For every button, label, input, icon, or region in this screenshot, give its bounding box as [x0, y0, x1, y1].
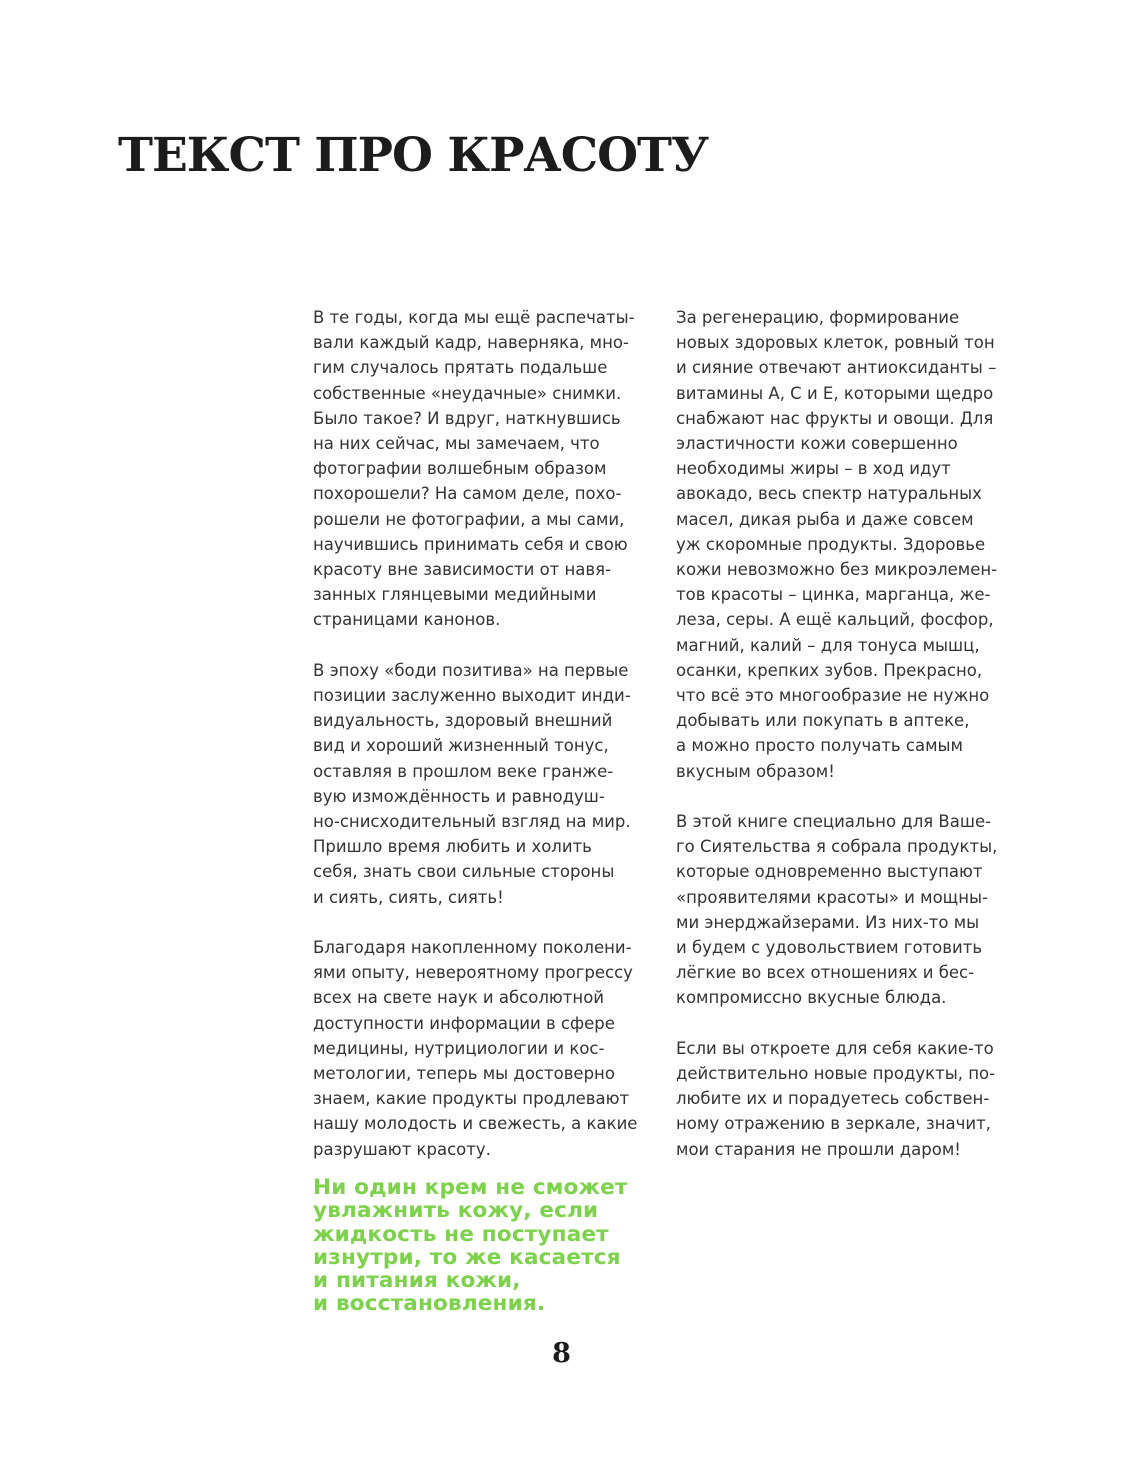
text-line: метологии, теперь мы достоверно: [313, 1064, 615, 1084]
text-line: ями опыту, невероятному прогрессу: [313, 963, 633, 983]
text-line: «проявителями красоты» и мощны-: [676, 887, 988, 907]
text-line: любите их и порадуетесь собствен-: [676, 1089, 990, 1109]
text-line: За регенерацию, формирование: [676, 308, 960, 327]
paragraph-science: [313, 935, 658, 1162]
text-line: В этой книге специально для Ваше-: [676, 812, 992, 832]
right-text-column: [676, 305, 1016, 1187]
text-line: Благодаря накопленному поколени-: [313, 938, 632, 958]
text-line: занных глянцевыми медийными: [313, 585, 597, 605]
text-line: добывать или покупать в аптеке,: [676, 711, 970, 731]
text-line: научившись принимать себя и свою: [313, 534, 628, 554]
text-line: осанки, крепких зубов. Прекрасно,: [676, 660, 983, 680]
text-line: и сиять, сиять, сиять!: [313, 887, 504, 907]
paragraph-photos: [313, 305, 658, 633]
text-line: В эпоху «боди позитива» на первые: [313, 660, 629, 680]
text-line: леза, серы. А ещё кальций, фосфор,: [676, 610, 994, 630]
text-line: вкусным образом!: [676, 761, 835, 781]
text-line: похорошели? На самом деле, похо-: [313, 484, 622, 504]
text-line: ному отражению в зеркале, значит,: [676, 1114, 991, 1134]
text-line: что всё это многообразие не нужно: [676, 686, 990, 706]
text-line: доступности информации в сфере: [313, 1013, 615, 1033]
text-line: красоту вне зависимости от навя-: [313, 560, 612, 580]
text-line: вид и хороший жизненный тонус,: [313, 736, 609, 756]
text-line: и сияние отвечают антиоксиданты –: [676, 358, 997, 378]
text-line: вую измождённость и равнодуш-: [313, 786, 605, 806]
text-line: компромиссно вкусные блюда.: [676, 988, 947, 1008]
text-line: витамины A, C и E, которыми щедро: [676, 383, 994, 403]
paragraph-nutrients: [676, 305, 1016, 784]
quote-line: Ни один крем не сможет: [313, 1175, 628, 1200]
quote-line: жидкость не поступает: [313, 1221, 609, 1247]
page-number: 8: [552, 1338, 571, 1369]
text-line: масел, дикая рыба и даже совсем: [676, 509, 974, 529]
text-line: кожи невозможно без микроэлемен-: [676, 560, 998, 580]
paragraph-closing: [676, 1036, 1016, 1162]
text-line: уж скоромные продукты. Здоровье: [676, 534, 986, 554]
pull-quote: [313, 1176, 628, 1316]
text-line: а можно просто получать самым: [676, 736, 964, 756]
text-line: видуальность, здоровый внешний: [313, 711, 613, 731]
paragraph-book: [676, 809, 1016, 1011]
page-title: ТЕКСТ ПРО КРАСОТУ: [118, 128, 709, 183]
text-line: мои старания не прошли даром!: [676, 1139, 961, 1159]
quote-line: и питания кожи,: [313, 1268, 521, 1294]
text-line: разрушают красоту.: [313, 1139, 491, 1159]
text-line: которые одновременно выступают: [676, 862, 983, 882]
text-line: фотографии волшебным образом: [313, 459, 607, 479]
text-line: действительно новые продукты, по-: [676, 1064, 996, 1084]
text-line: гим случалось прятать подальше: [313, 358, 608, 378]
text-line: нашу молодость и свежесть, а какие: [313, 1114, 638, 1134]
text-line: но-снисходительный взгляд на мир.: [313, 812, 631, 832]
text-line: страницами канонов.: [313, 610, 501, 630]
text-line: Пришло время любить и холить: [313, 837, 592, 857]
text-line: новых здоровых клеток, ровный тон: [676, 333, 995, 353]
text-line: вали каждый кадр, наверняка, мно-: [313, 333, 629, 353]
text-line: эластичности кожи совершенно: [676, 434, 958, 454]
text-line: Было такое? И вдруг, наткнувшись: [313, 408, 621, 428]
text-line: го Сиятельства я собрала продукты,: [676, 837, 998, 857]
text-line: лёгкие во всех отношениях и бес-: [676, 963, 975, 983]
paragraph-body-positive: [313, 658, 658, 910]
text-line: магний, калий – для тонуса мышц,: [676, 635, 980, 655]
text-line: Если вы откроете для себя какие-то: [676, 1038, 994, 1058]
quote-line: увлажнить кожу, если: [313, 1198, 599, 1224]
quote-line: и восстановления.: [313, 1291, 546, 1317]
text-line: В те годы, когда мы ещё распечаты-: [313, 308, 635, 327]
text-line: снабжают нас фрукты и овощи. Для: [676, 408, 994, 428]
text-line: рошели не фотографии, а мы сами,: [313, 509, 625, 529]
text-line: оставляя в прошлом веке гранже-: [313, 761, 614, 781]
left-text-column: [313, 305, 658, 1187]
text-line: тов красоты – цинка, марганца, же-: [676, 585, 991, 605]
text-line: всех на свете наук и абсолютной: [313, 988, 605, 1008]
text-line: позиции заслуженно выходит инди-: [313, 686, 631, 706]
text-line: на них сейчас, мы замечаем, что: [313, 434, 600, 454]
text-line: знаем, какие продукты продлевают: [313, 1089, 630, 1109]
text-line: себя, знать свои сильные стороны: [313, 862, 615, 882]
text-line: медицины, нутрициологии и кос-: [313, 1038, 605, 1058]
text-line: ми энерджайзерами. Из них-то мы: [676, 912, 980, 932]
text-line: и будем с удовольствием готовить: [676, 938, 983, 958]
text-line: собственные «неудачные» снимки.: [313, 383, 622, 403]
text-line: необходимы жиры – в ход идут: [676, 459, 951, 479]
text-line: авокадо, весь спектр натуральных: [676, 484, 982, 504]
quote-line: изнутри, то же касается: [313, 1244, 621, 1270]
